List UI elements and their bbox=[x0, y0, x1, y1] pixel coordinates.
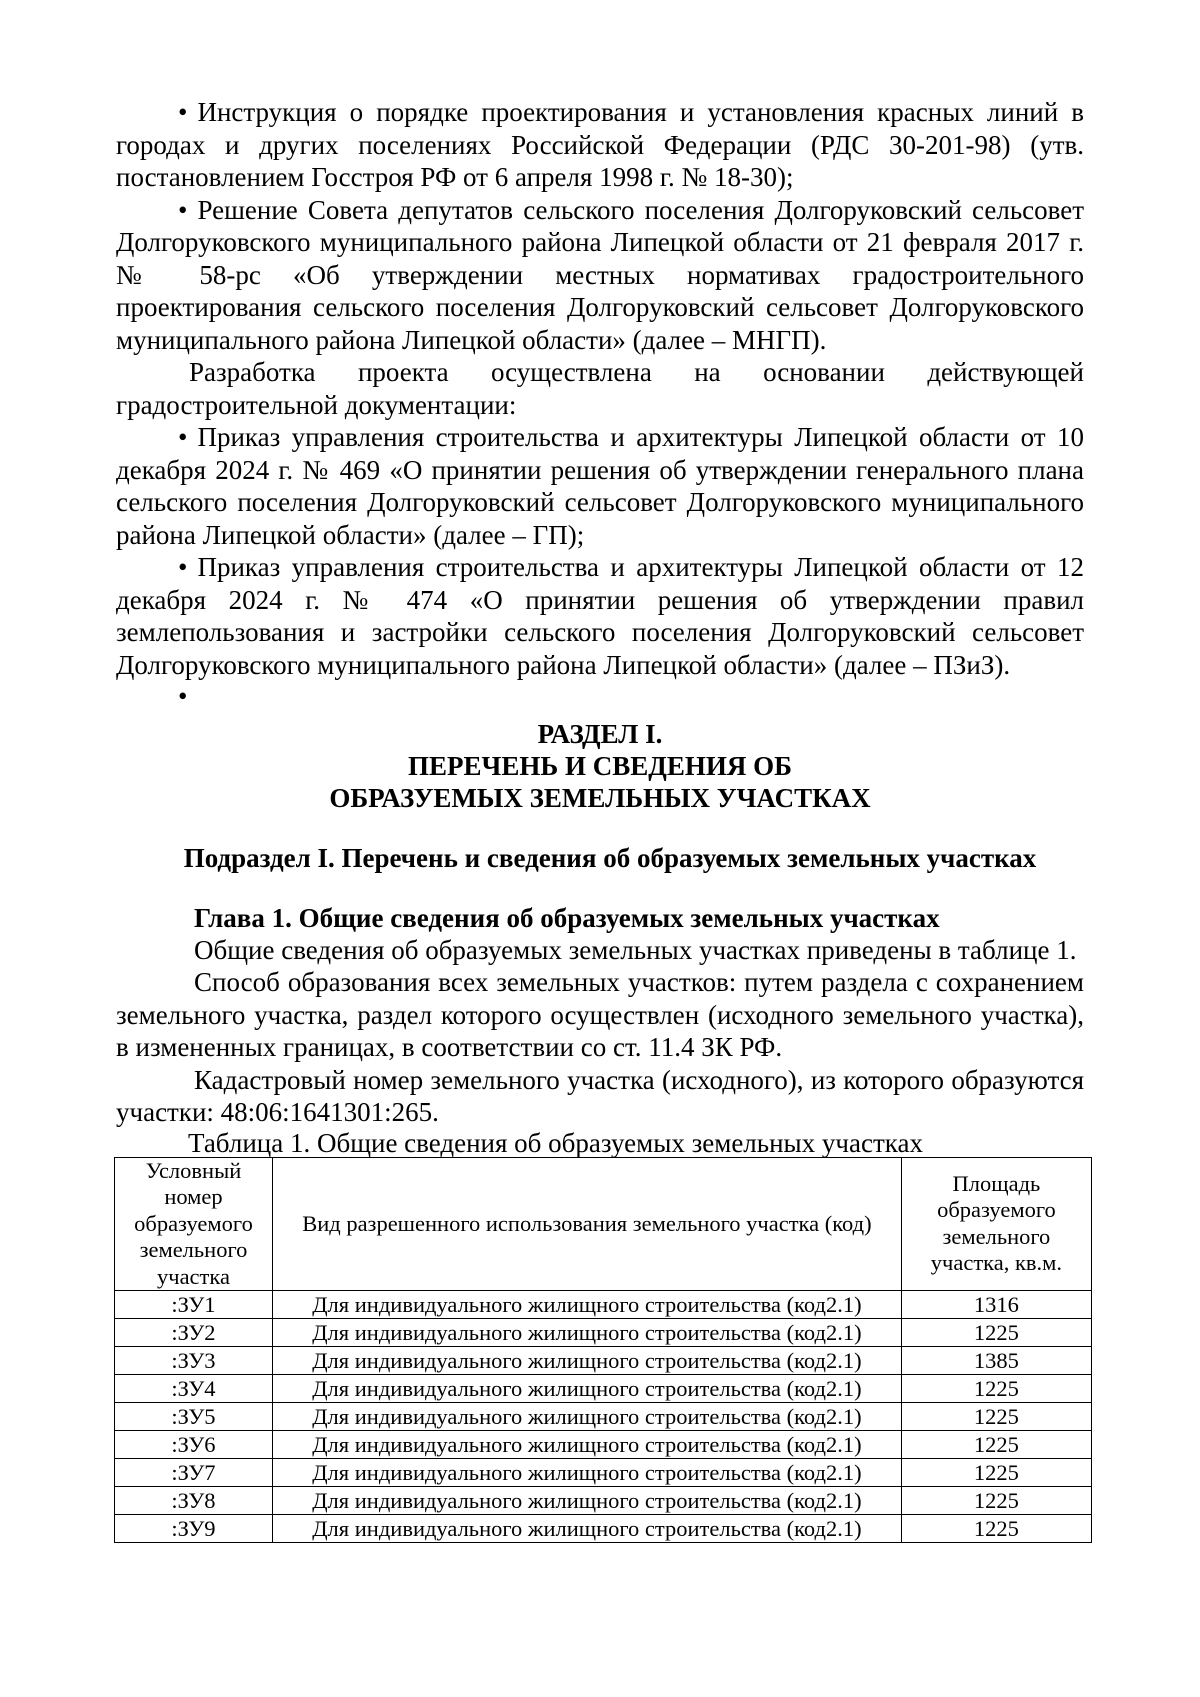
empty-bullet bbox=[116, 681, 1084, 714]
table-row bbox=[115, 1319, 1092, 1347]
table-header-row bbox=[115, 1157, 1092, 1291]
paragraph-cadastral: Кадастровый номер земельного участка (исходного), из которого образуются участки: 48:06:1641301:265. bbox=[116, 1064, 1084, 1127]
cell-plot-number: :ЗУ9 bbox=[115, 1515, 273, 1543]
chapter-title: Глава 1. Общие сведения об образуемых земельных участках bbox=[194, 902, 940, 933]
header-plot-number: Условный номер образуемого земельного участка bbox=[115, 1157, 273, 1291]
table-row bbox=[115, 1291, 1092, 1319]
cell-permitted-use: Для индивидуального жилищного строительства (код2.1) bbox=[272, 1515, 901, 1543]
cell-plot-number: :ЗУ1 bbox=[115, 1291, 273, 1319]
bullet-text: Решение Совета депутатов сельского поселения Долгоруковский сельсовет Долгоруковского муниципального района Липецкой области от 21 февраля 2017 г. № 58-рс «Об утверждении местных нормативах градостроительного проектирования сельского поселения Долгоруковский сельсовет Долгоруковского муниципального района Липецкой области» (далее – МНГП). bbox=[116, 194, 1084, 355]
cell-permitted-use: Для индивидуального жилищного строительства (код2.1) bbox=[272, 1347, 901, 1375]
cell-area: 1225 bbox=[901, 1319, 1091, 1347]
bullet-item-gp bbox=[116, 421, 1084, 551]
cell-plot-number: :ЗУ6 bbox=[115, 1431, 273, 1459]
cell-plot-number: :ЗУ8 bbox=[115, 1487, 273, 1515]
cell-area: 1225 bbox=[901, 1375, 1091, 1403]
bullet-item-pziz bbox=[116, 551, 1084, 681]
header-permitted-use: Вид разрешенного использования земельного участка (код) bbox=[272, 1157, 901, 1291]
cell-permitted-use: Для индивидуального жилищного строительства (код2.1) bbox=[272, 1291, 901, 1319]
table-row bbox=[115, 1459, 1092, 1487]
cell-permitted-use: Для индивидуального жилищного строительства (код2.1) bbox=[272, 1487, 901, 1515]
section-title-line3: ОБРАЗУЕМЫХ ЗЕМЕЛЬНЫХ УЧАСТКАХ bbox=[329, 782, 871, 813]
bullet-text: Приказ управления строительства и архитектуры Липецкой области от 10 декабря 2024 г. № 469 «О принятии решения об утверждении генерального плана сельского поселения Долгоруковский сельсовет Долгоруковского муниципального района Липецкой области» (далее – ГП); bbox=[116, 422, 1084, 550]
cell-area: 1225 bbox=[901, 1431, 1091, 1459]
cell-plot-number: :ЗУ3 bbox=[115, 1347, 273, 1375]
bullet-text: Приказ управления строительства и архитектуры Липецкой области от 12 декабря 2024 г. № 474 «О принятии решения об утверждении правил землепользования и застройки сельского поселения Долгоруковский сельсовет Долгоруковского муниципального района Липецкой области» (далее – ПЗиЗ). bbox=[116, 552, 1084, 680]
table-row bbox=[115, 1347, 1092, 1375]
cell-plot-number: :ЗУ2 bbox=[115, 1319, 273, 1347]
section-title-line2: ПЕРЕЧЕНЬ И СВЕДЕНИЯ ОБ bbox=[408, 750, 792, 781]
bullet-icon: • bbox=[178, 681, 188, 711]
table-row bbox=[115, 1487, 1092, 1515]
paragraph-general: Общие сведения об образуемых земельных участках приведены в таблице 1. bbox=[194, 934, 1077, 965]
bullet-icon: • bbox=[178, 422, 188, 452]
basis-paragraph: Разработка проекта осуществлена на основании действующей градостроительной документации: bbox=[116, 357, 1084, 420]
bullet-icon: • bbox=[178, 194, 188, 225]
cell-permitted-use: Для индивидуального жилищного строительства (код2.1) bbox=[272, 1375, 901, 1403]
cell-permitted-use: Для индивидуального жилищного строительства (код2.1) bbox=[272, 1403, 901, 1431]
bullet-item-rds bbox=[116, 96, 1084, 194]
table-row bbox=[115, 1403, 1092, 1431]
cell-plot-number: :ЗУ7 bbox=[115, 1459, 273, 1487]
bullet-icon: • bbox=[178, 552, 188, 582]
header-area: Площадь образуемого земельного участка, кв.м. bbox=[901, 1157, 1091, 1291]
document-page bbox=[116, 96, 1084, 1543]
cell-plot-number: :ЗУ5 bbox=[115, 1403, 273, 1431]
cell-area: 1225 bbox=[901, 1459, 1091, 1487]
cell-area: 1225 bbox=[901, 1515, 1091, 1543]
bullet-item-mngp bbox=[116, 194, 1084, 357]
subsection-title: Подраздел I. Перечень и сведения об образуемых земельных участках bbox=[183, 842, 1037, 873]
cell-area: 1316 bbox=[901, 1291, 1091, 1319]
cell-area: 1225 bbox=[901, 1403, 1091, 1431]
table-body bbox=[115, 1291, 1092, 1543]
cell-plot-number: :ЗУ4 bbox=[115, 1375, 273, 1403]
section-title-line1: РАЗДЕЛ I. bbox=[537, 718, 663, 749]
plots-table bbox=[114, 1157, 1092, 1544]
section-title bbox=[116, 718, 1084, 814]
bullet-text: Инструкция о порядке проектирования и установления красных линий в городах и других поселениях Российской Федерации (РДС 30-201-98) (утв. постановлением Госстроя РФ от 6 апреля 1998 г. № 18-30); bbox=[116, 97, 1084, 192]
table-caption: Таблица 1. Общие сведения об образуемых земельных участках bbox=[188, 1127, 923, 1158]
cell-permitted-use: Для индивидуального жилищного строительства (код2.1) bbox=[272, 1431, 901, 1459]
table-row bbox=[115, 1375, 1092, 1403]
table-row bbox=[115, 1515, 1092, 1543]
bullet-icon: • bbox=[178, 97, 188, 127]
cell-area: 1385 bbox=[901, 1347, 1091, 1375]
cell-area: 1225 bbox=[901, 1487, 1091, 1515]
paragraph-method: Способ образования всех земельных участков: путем раздела с сохранением земельного участка, раздел которого осуществлен (исходного земельного участка), в измененных границах, в соответствии со ст. 11.4 ЗК РФ. bbox=[116, 967, 1084, 1062]
cell-permitted-use: Для индивидуального жилищного строительства (код2.1) bbox=[272, 1459, 901, 1487]
cell-permitted-use: Для индивидуального жилищного строительства (код2.1) bbox=[272, 1319, 901, 1347]
table-row bbox=[115, 1431, 1092, 1459]
